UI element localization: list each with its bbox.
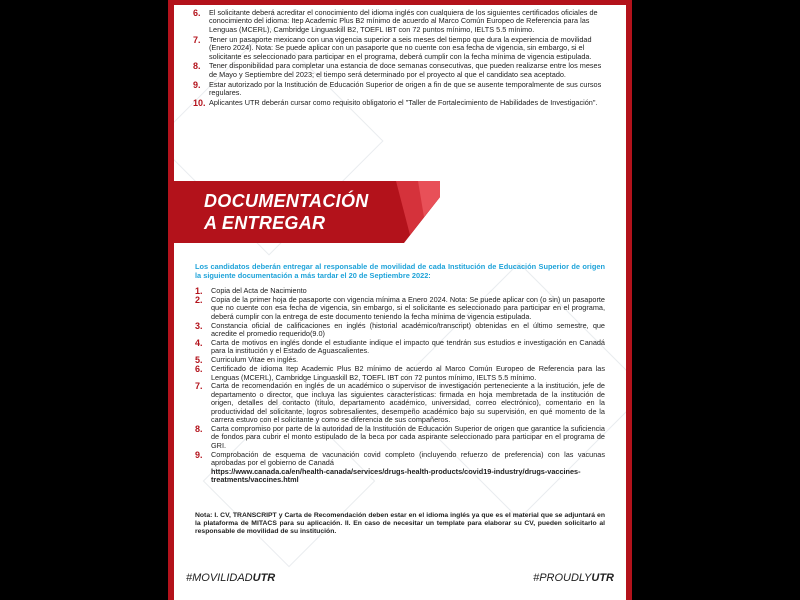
section-heading: DOCUMENTACIÓN A ENTREGAR bbox=[204, 191, 369, 233]
list-item: 8. Carta compromiso por parte de la autoridad de la Institución de Educación Superior de origen que garantice la suficiencia de fondos para cubrir el monto estipulado de la beca por cada aspirante seleccionado para participar en el programa de GRI. bbox=[195, 424, 605, 450]
list-item: 9. Comprobación de esquema de vacunación covid completo (incluyendo refuerzo de preferencia) con las vacunas aprobadas por el gobierno de Canadá https://www.canada.ca/en/health-canada/services/drugs-health-products/covid19-industry/drugs-vaccines-treatments/vaccines.html bbox=[195, 449, 605, 484]
footnote: Nota: I. CV, TRANSCRIPT y Carta de Recomendación deben estar en el idioma inglés ya que es el material que se adjuntará en la plataforma de MITACS para su aplicación. II. En caso de necesitar un template para elaborar su CV, pueden solicitarlo al responsable de movilidad de su institución. bbox=[195, 512, 605, 536]
list-item: 7. Tener un pasaporte mexicano con una vigencia superior a seis meses del tiempo que dura la experiencia de movilidad (Enero 2024). Nota: Se puede aplicar con un pasaporte que no cuente con esa fecha de vigencia, sin embargo, si el solicitante es seleccionado para participar en el programa, deberá cumplir con la fecha mínima de vigencia estipulada. bbox=[193, 34, 592, 61]
list-item: 9. Estar autorizado por la Institución de Educación Superior de origen a fin de que se ausente temporalmente de sus cursos regulares. bbox=[193, 79, 602, 98]
list-item: 8. Tener disponibilidad para completar una estancia de doce semanas consecutivas, que pueden realizarse entre los meses de Mayo y Septiembre del 2023; el tiempo será determinado por el proyecto al que el candidato sea aceptado. bbox=[193, 61, 602, 79]
list-item: 10. Aplicantes UTR deberán cursar como requisito obligatorio el "Taller de Fortalecimiento de Habilidades de Investigación". bbox=[193, 98, 598, 109]
requirements-list bbox=[193, 9, 605, 109]
list-item: 3. Constancia oficial de calificaciones en inglés (historial académico/transcript) obtenidas en el último semestre, que acredite el promedio requerido(9.0) bbox=[195, 320, 605, 339]
list-item: 4. Carta de motivos en inglés donde el estudiante indique el impacto que tendrán sus estudios e investigación en Canadá para la institución y el Estado de Aguascalientes. bbox=[195, 337, 605, 356]
list-item: 2. Copia de la primer hoja de pasaporte con vigencia mínima a Enero 2024. Nota: Se puede aplicar con (o sin) un pasaporte que no cuente con esa fecha de vigencia, sin embargo, si el solicitante es seleccionado para participar en el programa, deberá cumplir con la entrega de este documento teniendo la fecha mínima de vigencia estipulada. bbox=[195, 294, 605, 321]
vaccines-link[interactable]: https://www.canada.ca/en/health-canada/services/drugs-health-products/covid19-industry/drugs-vaccines-treatments/vaccines.html bbox=[211, 466, 581, 484]
left-red-border bbox=[168, 0, 174, 600]
hashtag-proudly: #PROUDLYUTR bbox=[533, 572, 614, 584]
hashtag-movilidad: #MOVILIDADUTR bbox=[186, 572, 276, 584]
list-item: 1. Copia del Acta de Nacimiento bbox=[195, 286, 307, 296]
documents-list bbox=[195, 287, 605, 485]
intro-paragraph: Los candidatos deberán entregar al responsable de movilidad de cada Institución de Educación Superior de origen la siguiente documentación a más tardar el 20 de Septiembre 2022: bbox=[195, 262, 605, 280]
list-item: 6. Certificado de idioma Itep Academic Plus B2 mínimo de acuerdo al Marco Común Europeo de Referencia para las Lenguas (MCERL), Cambridge Linguaskill B2, TOEFL IBT con 72 puntos mínimo, IELTS 5.5 mínimo. bbox=[195, 364, 605, 382]
list-item: 6. El solicitante deberá acreditar el conocimiento del idioma inglés con cualquiera de los siguientes certificados oficiales de conocimiento del idioma: Itep Academic Plus B2 mínimo de acuerdo al Marco Común Europeo de Referencia para las Lenguas (MCERL), Cambridge Linguaskill B2, TOEFL IBT con 72 puntos mínimo, IELTS 5.5 mínimo. bbox=[193, 8, 598, 34]
list-item: 7. Carta de recomendación en inglés de un académico o supervisor de investigación perteneciente a la institución, jefe de departamento o director, que incluya las siguientes características: firmada en hoja membretada de la institución de origen, detalles del contacto (título, departamento académico, universidad, correo electrónico), comentario en la productividad del solicitante, logros sobresalientes, desempeño académico bajo su supervisión, en qué momento de la carrera estuvo con el solicitante y como se diferencia de sus compañeros. bbox=[195, 381, 605, 425]
top-red-border bbox=[168, 0, 632, 5]
list-item: 5. Curriculum Vitae en inglés. bbox=[195, 355, 299, 366]
right-red-border bbox=[626, 0, 632, 600]
